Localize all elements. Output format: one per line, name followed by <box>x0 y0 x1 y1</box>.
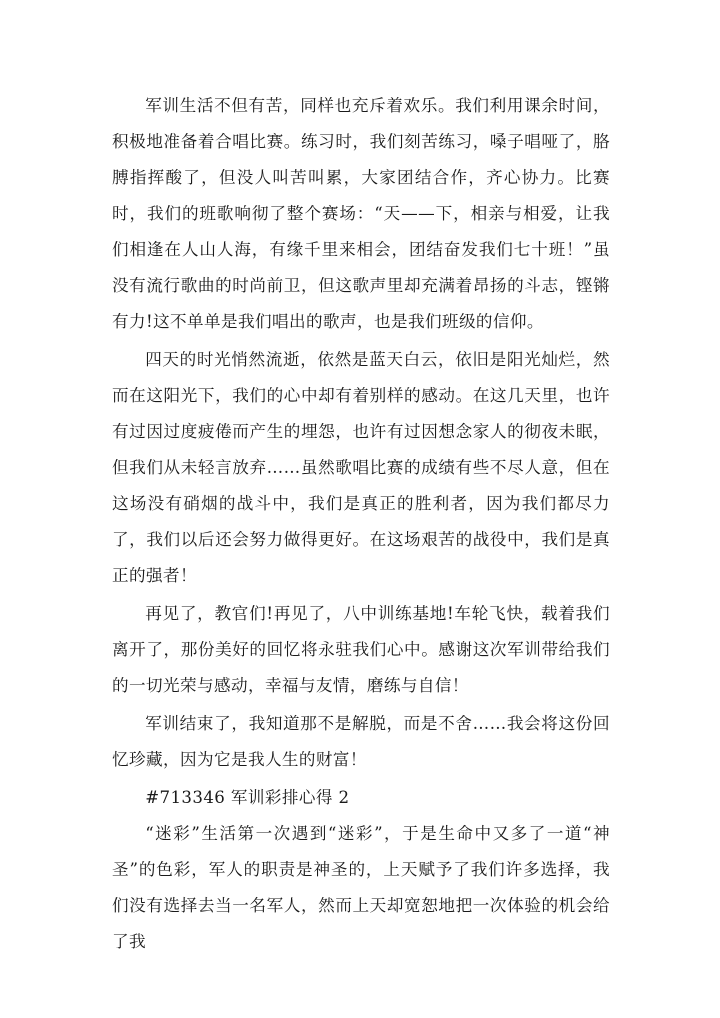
paragraph-farewell: 再见了，教官们!再见了，八中训练基地!车轮飞快，载着我们离开了，那份美好的回忆将永驻我们心中。感谢这次军训带给我们的一切光荣与感动，幸福与友情，磨练与自信！ <box>112 604 610 695</box>
document-page <box>112 88 610 960</box>
paragraph-camouflage: “迷彩”生活第一次遇到“迷彩”，于是生命中又多了一道“神圣”的色彩，军人的职责是神圣的，上天赋予了我们许多选择，我们没有选择去当一名军人，然而上天却宽恕地把一次体验的机会给了我 <box>112 824 610 951</box>
paragraph-training-ends: 军训结束了，我知道那不是解脱，而是不舍……我会将这份回忆珍藏，因为它是我人生的财富！ <box>112 714 610 769</box>
section-heading: #713346 军训彩排心得 2 <box>145 788 350 807</box>
paragraph-four-days: 四天的时光悄然流逝，依然是蓝天白云，依旧是阳光灿烂，然而在这阳光下，我们的心中却有着别样的感动。在这几天里，也许有过因过度疲倦而产生的埋怨，也许有过因想念家人的彻夜未眠，但我们从未轻言放弃……虽然歌唱比赛的成绩有些不尽人意，但在这场没有硝烟的战斗中，我们是真正的胜利者，因为我们都尽力了，我们以后还会努力做得更好。在这场艰苦的战役中，我们是真正的强者！ <box>112 350 610 585</box>
paragraph-choir-contest: 军训生活不但有苦，同样也充斥着欢乐。我们利用课余时间，积极地准备着合唱比赛。练习时，我们刻苦练习，嗓子唱哑了，胳膊指挥酸了，但没人叫苦叫累，大家团结合作，齐心协力。比赛时，我们的班歌响彻了整个赛场：“天——下，相亲与相爱，让我们相逢在人山人海，有缘千里来相会，团结奋发我们七十班！”虽没有流行歌曲的时尚前卫，但这歌声里却充满着昂扬的斗志，铿锵有力!这不单单是我们唱出的歌声，也是我们班级的信仰。 <box>112 96 610 331</box>
